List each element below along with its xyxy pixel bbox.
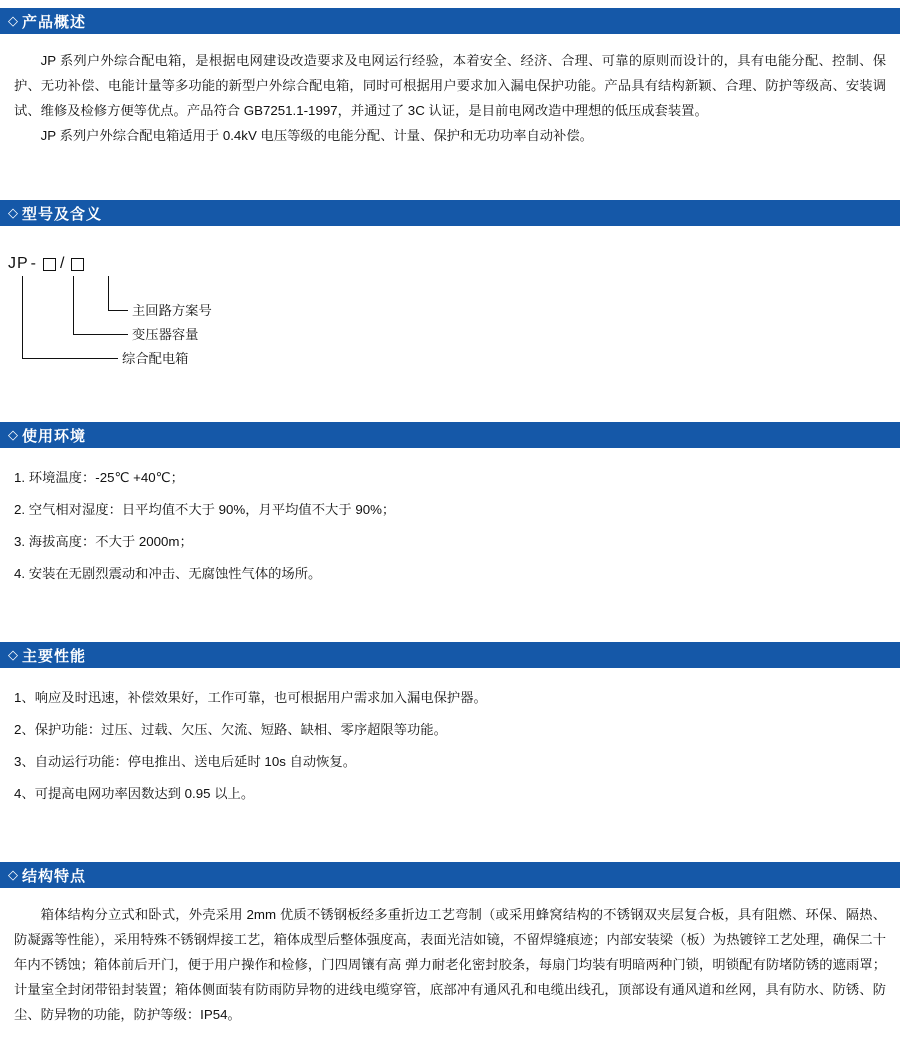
spacer [0, 590, 900, 642]
section-body-structural-features [0, 902, 900, 1027]
section-title: 使用环境 [22, 427, 87, 445]
section-header-product-overview [0, 8, 900, 34]
section-body-main-performance [0, 682, 900, 810]
paragraph: JP 系列户外综合配电箱适用于 0.4kV 电压等级的电能分配、计量、保护和无功功率自动补偿。 [40, 128, 593, 143]
model-slash: / [60, 255, 66, 272]
section-title: 主要性能 [22, 647, 87, 665]
model-leader-lines [8, 276, 900, 374]
spacer [0, 226, 900, 252]
section-header-main-performance [0, 642, 900, 668]
section-body-service-environment [0, 462, 900, 590]
spacer [0, 888, 900, 902]
list-item: 3. 海拔高度：不大于 2000m； [14, 534, 193, 549]
spacer [0, 382, 900, 422]
model-code-line [8, 252, 900, 276]
leader-label-scheme-number: 主回路方案号 [132, 303, 212, 318]
list-item: 3、自动运行功能：停电推出、送电后延时 10s 自动恢复。 [14, 754, 357, 769]
leader-vline-2 [73, 276, 74, 334]
model-designation-diagram [0, 252, 900, 382]
leader-label-distribution-box: 综合配电箱 [122, 351, 189, 366]
leader-vline-1 [108, 276, 109, 310]
leader-hline-2 [73, 334, 128, 335]
model-prefix: JP [8, 255, 29, 272]
list-item: 1、响应及时迅速，补偿效果好，工作可靠，也可根据用户需求加入漏电保护器。 [14, 690, 487, 705]
model-dash: - [30, 255, 37, 272]
diamond-icon: ◇ [8, 866, 18, 882]
section-title: 型号及含义 [22, 205, 103, 223]
spacer [0, 448, 900, 462]
section-header-structural-features [0, 862, 900, 888]
list-item: 4、可提高电网功率因数达到 0.95 以上。 [14, 786, 255, 801]
spacer [0, 668, 900, 682]
section-title: 产品概述 [22, 13, 87, 31]
section-body-product-overview [0, 48, 900, 148]
paragraph: 箱体结构分立式和卧式，外壳采用 2mm 优质不锈钢板经多重折边工艺弯制（或采用蜂窝结构的不锈钢双夹层复合板，具有阻燃、环保、隔热、防凝露等性能），采用特殊不锈钢焊接工艺，箱体成型后整体强度高，表面光洁如镜，不留焊缝痕迹；内部安装梁（板）为热镀锌工艺处理，确保二十年内不锈蚀；箱体前后开门，便于用户操作和检修，门四周镶有高 弹力耐老化密封胶条，每扇门均装有明暗两种门锁，明锁配有防堵防锈的遮雨罩；计量室全封闭带铅封装置；箱体侧面装有防雨防异物的进线电缆穿管，底部冲有通风孔和电缆出线孔，顶部设有通风道和丝网，具有防水、防锈、防尘、防异物的功能，防护等级：IP54。 [14, 907, 886, 1022]
paragraph: JP 系列户外综合配电箱，是根据电网建设改造要求及电网运行经验，本着安全、经济、合理、可靠的原则而设计的，具有电能分配、控制、保护、无功补偿、电能计量等多功能的新型户外综合配电箱，同时可根据用户要求加入漏电保护功能。产品具有结构新颖、合理、防护等级高、安装调试、维修及检修方便等优点。产品符合 GB7251.1-1997，并通过了 3C 认证，是目前电网改造中理想的低压成套装置。 [14, 53, 886, 118]
section-header-model-designation [0, 200, 900, 226]
diamond-icon: ◇ [8, 646, 18, 662]
list-item: 1. 环境温度：-25℃ +40℃； [14, 470, 184, 485]
leader-hline-3 [22, 358, 118, 359]
model-box-2 [71, 258, 84, 271]
diamond-icon: ◇ [8, 426, 18, 442]
leader-hline-1 [108, 310, 128, 311]
leader-label-transformer-capacity: 变压器容量 [132, 327, 199, 342]
diamond-icon: ◇ [8, 12, 18, 28]
spacer [0, 810, 900, 862]
leader-vline-3 [22, 276, 23, 358]
section-title: 结构特点 [22, 867, 87, 885]
spacer [0, 1027, 900, 1033]
list-item: 2、保护功能：过压、过载、欠压、欠流、短路、缺相、零序超限等功能。 [14, 722, 447, 737]
list-item: 4. 安装在无剧烈震动和冲击、无腐蚀性气体的场所。 [14, 566, 322, 581]
section-header-service-environment [0, 422, 900, 448]
spacer [0, 148, 900, 200]
model-box-1 [43, 258, 56, 271]
spacer [0, 34, 900, 48]
list-item: 2. 空气相对湿度：日平均值不大于 90%，月平均值不大于 90%； [14, 502, 396, 517]
diamond-icon: ◇ [8, 204, 18, 220]
